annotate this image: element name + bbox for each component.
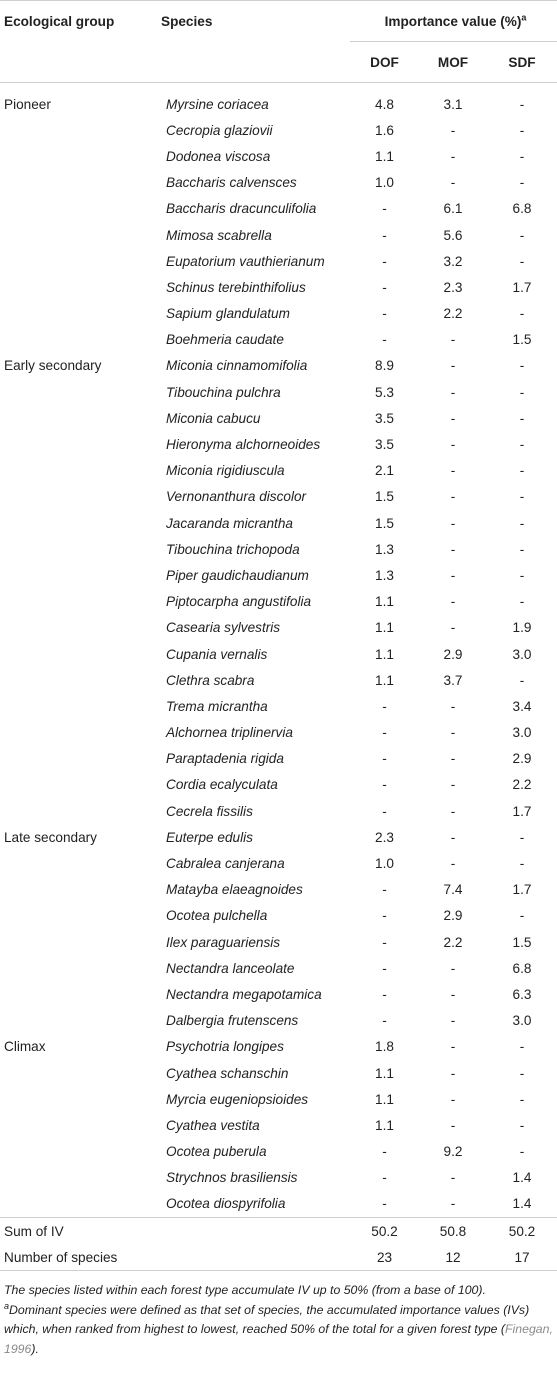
cell-ecological-group (0, 274, 157, 300)
table-row (0, 720, 557, 746)
cell-sdf: 1.7 (512, 882, 532, 898)
cell-sdf: 1.5 (512, 934, 532, 950)
cell-sdf: - (519, 541, 525, 557)
table-row (0, 301, 557, 327)
cell-ecological-group (0, 720, 157, 746)
cell-sdf: - (519, 96, 525, 112)
table-row (0, 877, 557, 903)
cell-sdf: - (519, 358, 525, 374)
cell-dof: 1.1 (375, 148, 394, 164)
cell-sdf: - (519, 148, 525, 164)
cell-mof: - (450, 410, 456, 426)
cell-dof: 1.5 (375, 489, 394, 505)
cell-species: Cecropia glaziovii (166, 122, 273, 138)
cell-sdf: - (519, 437, 525, 453)
cell-mof: 12 (419, 1244, 487, 1271)
cell-sdf: 2.9 (512, 751, 532, 767)
cell-ecological-group (0, 877, 157, 903)
table-row (0, 1191, 557, 1218)
cell-species: Cabralea canjerana (166, 856, 285, 872)
cell-mof: 2.2 (443, 306, 463, 322)
cell-ecological-group (0, 1060, 157, 1086)
cell-mof: - (450, 358, 456, 374)
cell-ecological-group (0, 981, 157, 1007)
cell-mof: - (450, 384, 456, 400)
cell-ecological-group (0, 431, 157, 457)
header-mof: MOF (419, 42, 487, 83)
cell-dof: - (382, 227, 387, 243)
cell-mof: 6.1 (443, 201, 463, 217)
cell-mof: 7.4 (443, 882, 463, 898)
cell-ecological-group (0, 615, 157, 641)
table-row (0, 1112, 557, 1138)
cell-species: Eupatorium vauthierianum (166, 253, 325, 269)
cell-mof: - (450, 1039, 456, 1055)
cell-ecological-group: Late secondary (4, 829, 97, 845)
cell-sdf: - (519, 463, 525, 479)
table-row (0, 458, 557, 484)
table-row (0, 274, 557, 300)
table-row (0, 1086, 557, 1112)
cell-ecological-group (0, 222, 157, 248)
cell-dof: - (382, 253, 387, 269)
cell-mof: - (450, 620, 456, 636)
cell-mof: - (450, 122, 456, 138)
cell-dof: 23 (350, 1244, 419, 1271)
cell-species: Myrsine coriacea (166, 96, 269, 112)
cell-ecological-group (0, 1008, 157, 1034)
cell-species: Cordia ecalyculata (166, 777, 278, 793)
cell-sdf: - (519, 227, 525, 243)
cell-mof: - (450, 175, 456, 191)
cell-ecological-group (0, 510, 157, 536)
cell-dof: - (382, 908, 387, 924)
cell-sdf: - (519, 1039, 525, 1055)
cell-dof: 8.9 (375, 358, 394, 374)
cell-ecological-group (0, 798, 157, 824)
cell-species: Miconia cabucu (166, 410, 261, 426)
cell-species: Trema micrantha (166, 698, 268, 714)
footnote-2-mark: a (4, 1300, 10, 1311)
cell-species: Baccharis calvensces (166, 175, 297, 191)
header-ecological-group: Ecological group (0, 1, 157, 42)
cell-mof: - (450, 541, 456, 557)
table-row (0, 850, 557, 876)
cell-mof: - (450, 567, 456, 583)
header-iv-label: Importance value (%) (384, 13, 522, 29)
cell-ecological-group (0, 405, 157, 431)
cell-dof: - (382, 751, 387, 767)
cell-sdf: 2.2 (512, 777, 532, 793)
cell-species: Clethra scabra (166, 672, 255, 688)
cell-dof: 3.5 (375, 410, 394, 426)
cell-dof: 1.3 (375, 541, 394, 557)
footnote-2-text: Dominant species were defined as that set of species, the accumulated importance values (IVs) which, when ranked from highest to lowest, reached 50% of the total for a given forest type ( (4, 1302, 530, 1337)
cell-mof: 9.2 (443, 1144, 463, 1160)
cell-mof: - (450, 1196, 456, 1212)
table-row (0, 379, 557, 405)
cell-species: Vernonanthura discolor (166, 489, 307, 505)
cell-mof: 2.9 (443, 908, 463, 924)
cell-mof: - (450, 1170, 456, 1186)
cell-ecological-group (0, 667, 157, 693)
cell-mof: - (450, 986, 456, 1002)
cell-dof: - (382, 201, 387, 217)
cell-dof: - (382, 934, 387, 950)
cell-dof: - (382, 698, 387, 714)
cell-species: Paraptadenia rigida (166, 751, 284, 767)
cell-species: Euterpe edulis (166, 829, 253, 845)
cell-ecological-group (0, 903, 157, 929)
cell-ecological-group: Climax (4, 1039, 46, 1055)
cell-mof: 3.7 (443, 672, 463, 688)
cell-mof: - (450, 332, 456, 348)
cell-species: Alchornea triplinervia (166, 725, 293, 741)
footnote-1: The species listed within each forest type accumulate IV up to 50% (from a base of 100). (4, 1283, 486, 1298)
cell-ecological-group (0, 379, 157, 405)
cell-ecological-group (0, 1139, 157, 1165)
cell-mof: 2.9 (443, 646, 463, 662)
cell-sdf: 3.0 (512, 725, 532, 741)
cell-dof: 1.3 (375, 567, 394, 583)
table-row (0, 562, 557, 588)
table-row (0, 143, 557, 169)
cell-species: Baccharis dracunculifolia (166, 201, 317, 217)
cell-mof: - (450, 777, 456, 793)
cell-species: Cyathea vestita (166, 1117, 260, 1133)
cell-species: Cupania vernalis (166, 646, 268, 662)
cell-mof: 50.8 (419, 1218, 487, 1245)
cell-sdf: - (519, 856, 525, 872)
cell-sdf: - (519, 908, 525, 924)
cell-sdf: 1.4 (512, 1196, 532, 1212)
cell-sdf: - (519, 1144, 525, 1160)
cell-species: Ocotea diospyrifolia (166, 1196, 286, 1212)
cell-ecological-group (0, 327, 157, 353)
table-row (0, 484, 557, 510)
cell-ecological-group (0, 850, 157, 876)
cell-ecological-group (0, 1086, 157, 1112)
cell-mof: - (450, 1065, 456, 1081)
cell-sdf: 6.3 (512, 986, 532, 1002)
table-row (0, 431, 557, 457)
table-row (0, 1034, 557, 1060)
footnote-2-reference-link[interactable]: Finegan, 1996 (4, 1322, 553, 1356)
cell-ecological-group (0, 248, 157, 274)
cell-dof: 1.1 (375, 1117, 394, 1133)
cell-sdf: - (519, 122, 525, 138)
cell-mof: - (450, 1091, 456, 1107)
cell-dof: - (382, 332, 387, 348)
footnote-2 (4, 1301, 553, 1360)
cell-sdf: 1.4 (512, 1170, 532, 1186)
cell-sdf: 6.8 (512, 960, 532, 976)
cell-ecological-group (0, 458, 157, 484)
table-row (0, 1139, 557, 1165)
table-row (0, 903, 557, 929)
table-row (0, 798, 557, 824)
cell-species: Boehmeria caudate (166, 332, 284, 348)
cell-dof: 1.5 (375, 515, 394, 531)
cell-dof: 1.1 (375, 594, 394, 610)
footnote-2-end: ). (31, 1341, 39, 1356)
cell-species: Piptocarpha angustifolia (166, 594, 312, 610)
cell-dof: 2.3 (375, 829, 394, 845)
cell-species: Cecrela fissilis (166, 803, 253, 819)
cell-dof: 1.1 (375, 646, 394, 662)
cell-mof: - (450, 1117, 456, 1133)
cell-ecological-group (0, 1191, 157, 1218)
table-row (0, 83, 557, 118)
cell-species: Matayba elaeagnoides (166, 882, 303, 898)
cell-dof: 1.1 (375, 1091, 394, 1107)
cell-sdf: - (519, 384, 525, 400)
cell-ecological-group (0, 641, 157, 667)
cell-ecological-group: Pioneer (4, 96, 51, 112)
cell-species: Nectandra lanceolate (166, 960, 295, 976)
cell-dof: 1.0 (375, 856, 394, 872)
cell-mof: - (450, 751, 456, 767)
table-row (0, 1165, 557, 1191)
cell-ecological-group (0, 196, 157, 222)
cell-sdf: 50.2 (487, 1218, 557, 1245)
cell-sdf: - (519, 515, 525, 531)
cell-summary-label: Sum of IV (0, 1218, 350, 1245)
cell-sdf: - (519, 306, 525, 322)
cell-sdf: 1.7 (512, 279, 532, 295)
table-row (0, 641, 557, 667)
cell-ecological-group (0, 301, 157, 327)
cell-mof: - (450, 437, 456, 453)
cell-sdf: 1.7 (512, 803, 532, 819)
cell-ecological-group (0, 1165, 157, 1191)
cell-sdf: - (519, 1065, 525, 1081)
header-sdf: SDF (487, 42, 557, 83)
cell-dof: - (382, 1196, 387, 1212)
cell-sdf: 3.0 (512, 646, 532, 662)
cell-mof: 2.2 (443, 934, 463, 950)
cell-species: Ilex paraguariensis (166, 934, 281, 950)
table-row (0, 248, 557, 274)
cell-dof: - (382, 279, 387, 295)
summary-row (0, 1218, 557, 1245)
cell-dof: - (382, 1013, 387, 1029)
cell-dof: 1.1 (375, 672, 394, 688)
cell-mof: - (450, 489, 456, 505)
cell-species: Strychnos brasiliensis (166, 1170, 298, 1186)
table-row (0, 405, 557, 431)
cell-species: Dodonea viscosa (166, 148, 271, 164)
table-row (0, 1060, 557, 1086)
cell-species: Tibouchina trichopoda (166, 541, 300, 557)
cell-species: Miconia rigidiuscula (166, 463, 285, 479)
cell-mof: - (450, 594, 456, 610)
cell-ecological-group (0, 929, 157, 955)
cell-ecological-group (0, 170, 157, 196)
cell-sdf: - (519, 672, 525, 688)
cell-species: Schinus terebinthifolius (166, 279, 306, 295)
header-species: Species (157, 1, 350, 42)
cell-ecological-group (0, 955, 157, 981)
cell-mof: 3.2 (443, 253, 463, 269)
cell-dof: - (382, 803, 387, 819)
table-row (0, 615, 557, 641)
cell-mof: - (450, 960, 456, 976)
cell-species: Myrcia eugeniopsioides (166, 1091, 309, 1107)
cell-dof: 1.6 (375, 122, 394, 138)
table-row (0, 117, 557, 143)
table-row (0, 929, 557, 955)
table-row (0, 746, 557, 772)
cell-ecological-group (0, 536, 157, 562)
cell-species: Nectandra megapotamica (166, 986, 322, 1002)
header-spacer (0, 42, 157, 83)
cell-dof: - (382, 1144, 387, 1160)
table-row (0, 693, 557, 719)
cell-dof: 3.5 (375, 437, 394, 453)
cell-sdf: - (519, 1091, 525, 1107)
summary-row (0, 1244, 557, 1271)
cell-species: Casearia sylvestris (166, 620, 281, 636)
header-dof: DOF (350, 42, 419, 83)
table-row (0, 589, 557, 615)
cell-species: Tibouchina pulchra (166, 384, 281, 400)
cell-sdf: - (519, 175, 525, 191)
cell-dof: 1.0 (375, 175, 394, 191)
cell-species: Ocotea pulchella (166, 908, 268, 924)
cell-ecological-group (0, 746, 157, 772)
cell-species: Hieronyma alchorneoides (166, 437, 321, 453)
cell-ecological-group (0, 117, 157, 143)
cell-mof: 5.6 (443, 227, 463, 243)
cell-sdf: 1.9 (512, 620, 532, 636)
cell-dof: 1.1 (375, 1065, 394, 1081)
table-row (0, 222, 557, 248)
cell-species: Mimosa scabrella (166, 227, 272, 243)
table-row (0, 1008, 557, 1034)
table-row (0, 536, 557, 562)
cell-mof: - (450, 856, 456, 872)
cell-dof: 1.1 (375, 620, 394, 636)
table-row (0, 667, 557, 693)
cell-mof: - (450, 829, 456, 845)
cell-dof: - (382, 777, 387, 793)
cell-mof: - (450, 725, 456, 741)
cell-ecological-group (0, 693, 157, 719)
table-row (0, 981, 557, 1007)
cell-summary-label: Number of species (0, 1244, 350, 1271)
cell-species: Dalbergia frutenscens (166, 1013, 299, 1029)
cell-ecological-group (0, 1112, 157, 1138)
cell-sdf: 17 (487, 1244, 557, 1271)
cell-mof: 2.3 (443, 279, 463, 295)
cell-ecological-group (0, 772, 157, 798)
table-row (0, 170, 557, 196)
cell-mof: - (450, 515, 456, 531)
cell-sdf: - (519, 410, 525, 426)
header-iv-footnote-mark: a (521, 11, 527, 22)
table-body (0, 83, 557, 1271)
cell-species: Ocotea puberula (166, 1144, 267, 1160)
table-row (0, 955, 557, 981)
cell-sdf: - (519, 594, 525, 610)
table-row (0, 824, 557, 850)
table-row (0, 353, 557, 379)
cell-species: Miconia cinnamomifolia (166, 358, 308, 374)
cell-mof: - (450, 803, 456, 819)
cell-sdf: - (519, 253, 525, 269)
cell-dof: 2.1 (375, 463, 394, 479)
cell-dof: 4.8 (375, 96, 394, 112)
cell-sdf: - (519, 829, 525, 845)
cell-ecological-group (0, 562, 157, 588)
cell-dof: - (382, 986, 387, 1002)
cell-mof: - (450, 148, 456, 164)
table-header (0, 1, 557, 83)
header-importance-value (350, 1, 557, 42)
cell-sdf: 1.5 (512, 332, 532, 348)
cell-sdf: - (519, 489, 525, 505)
cell-mof: - (450, 1013, 456, 1029)
cell-dof: 50.2 (350, 1218, 419, 1245)
table-row (0, 327, 557, 353)
table-row (0, 510, 557, 536)
cell-dof: - (382, 725, 387, 741)
cell-ecological-group: Early secondary (4, 358, 102, 374)
cell-sdf: - (519, 1117, 525, 1133)
table-row (0, 772, 557, 798)
cell-species: Jacaranda micrantha (166, 515, 293, 531)
cell-sdf: 6.8 (512, 201, 532, 217)
table-row (0, 196, 557, 222)
cell-dof: 1.8 (375, 1039, 394, 1055)
cell-species: Piper gaudichaudianum (166, 567, 309, 583)
table-footnotes (0, 1271, 557, 1359)
cell-sdf: 3.0 (512, 1013, 532, 1029)
cell-species: Sapium glandulatum (166, 306, 290, 322)
cell-species: Cyathea schanschin (166, 1065, 289, 1081)
header-spacer (157, 42, 350, 83)
cell-dof: - (382, 1170, 387, 1186)
cell-ecological-group (0, 143, 157, 169)
cell-ecological-group (0, 484, 157, 510)
cell-dof: - (382, 306, 387, 322)
cell-sdf: 3.4 (512, 698, 532, 714)
cell-ecological-group (0, 589, 157, 615)
cell-mof: 3.1 (443, 96, 463, 112)
cell-mof: - (450, 698, 456, 714)
cell-dof: 5.3 (375, 384, 394, 400)
cell-dof: - (382, 960, 387, 976)
cell-sdf: - (519, 567, 525, 583)
cell-dof: - (382, 882, 387, 898)
cell-mof: - (450, 463, 456, 479)
cell-species: Psychotria longipes (166, 1039, 284, 1055)
